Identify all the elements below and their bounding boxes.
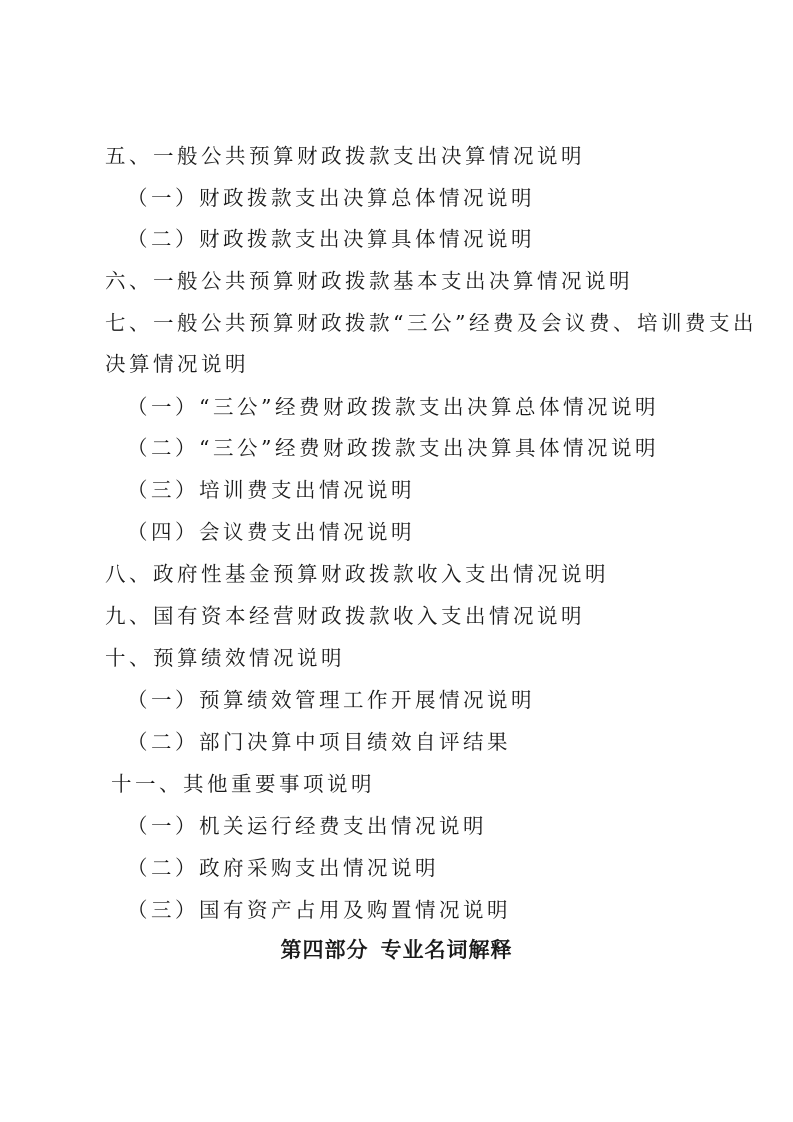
toc-item-8: 八、政府性基金预算财政拨款收入支出情况说明	[105, 562, 609, 586]
toc-item-7-line2: 决算情况说明	[105, 352, 249, 376]
toc-item-5-2: （二）财政拨款支出决算具体情况说明	[127, 227, 535, 251]
toc-item-10: 十、预算绩效情况说明	[105, 646, 345, 670]
toc-item-7-4: （四）会议费支出情况说明	[127, 520, 415, 544]
part4-label: 第四部分	[280, 938, 369, 962]
toc-item-11-1: （一）机关运行经费支出情况说明	[127, 814, 487, 838]
toc-item-11-3: （三）国有资产占用及购置情况说明	[127, 898, 511, 922]
toc-item-11-2: （二）政府采购支出情况说明	[127, 856, 439, 880]
toc-item-10-1: （一）预算绩效管理工作开展情况说明	[127, 688, 535, 712]
toc-item-5-1: （一）财政拨款支出决算总体情况说明	[127, 186, 535, 210]
toc-item-7-2: （二）“三公”经费财政拨款支出决算具体情况说明	[127, 436, 659, 460]
toc-item-9: 九、国有资本经营财政拨款收入支出情况说明	[105, 604, 585, 628]
toc-item-7-1: （一）“三公”经费财政拨款支出决算总体情况说明	[127, 395, 659, 419]
part4-heading	[0, 936, 793, 964]
toc-item-7-3: （三）培训费支出情况说明	[127, 478, 415, 502]
part4-title: 专业名词解释	[380, 938, 513, 962]
toc-item-7-line1: 七、一般公共预算财政拨款“三公”经费及会议费、培训费支出	[105, 311, 757, 335]
toc-item-10-2: （二）部门决算中项目绩效自评结果	[127, 730, 511, 754]
toc-item-6: 六、一般公共预算财政拨款基本支出决算情况说明	[105, 269, 633, 293]
toc-item-11: 十一、其他重要事项说明	[111, 772, 375, 796]
toc-item-5: 五、一般公共预算财政拨款支出决算情况说明	[105, 144, 585, 168]
